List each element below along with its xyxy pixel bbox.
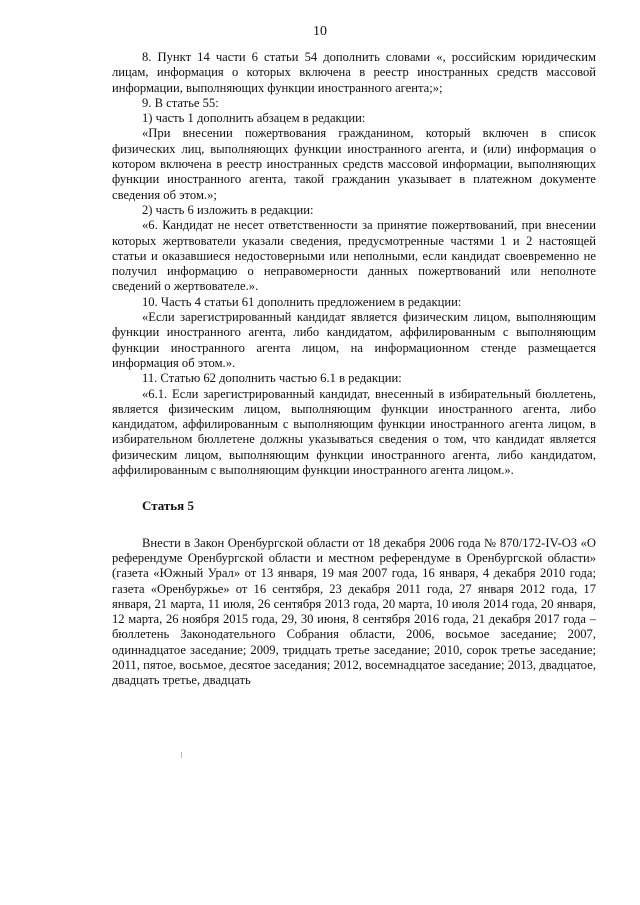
paragraph-quote-donation: «При внесении пожертвования гражданином, который включен в список физических лиц, выполняющих функции иностранного агента, и (или) информация о котором включена в реестр иностранных средств массовой информации, выполняющих функции иностранного агента, такой гражданин указывает в платежном документе сведения об этом.»;	[112, 126, 596, 202]
paragraph-quote-part-6: «6. Кандидат не несет ответственности за принятие пожертвований, при внесении которых жертвователи указали сведения, предусмотренные частями 1 и 2 настоящей статьи и оказавшиеся недостоверными или неполными, если кандидат своевременно не получил информацию о неправомерности данных пожертвований или неполноте сведений о жертвователе.».	[112, 218, 596, 294]
paragraph-item-9: 9. В статье 55:	[142, 95, 219, 110]
paragraph-quote-stand: «Если зарегистрированный кандидат является физическим лицом, выполняющим функции иностранного агента, либо кандидатом, аффилированным с выполняющим функции иностранного агента лицом, на информационном стенде размещается информация об этом.».	[112, 310, 596, 370]
paragraph-item-10: 10. Часть 4 статьи 61 дополнить предложением в редакции:	[142, 294, 462, 309]
paragraph-item-11: 11. Статью 62 дополнить частью 6.1 в редакции:	[142, 371, 402, 386]
paragraph-article-5: Внести в Закон Оренбургской области от 18 декабря 2006 года № 870/172-IV-ОЗ «О референдуме Оренбургской области и местном референдуме в Оренбургской области» (газета «Южный Урал» от 13 января, 19 мая 2007 года, 16 января, 4 декабря 2010 года; газета «Оренбуржье» от 16 сентября, 23 декабря 2011 года, 27 января 2012 года, 17 января, 21 марта, 11 июля, 26 сентября 2013 года, 20 марта, 10 июля 2014 года, 20 января, 12 марта, 26 ноября 2015 года, 29, 30 июня, 8 сентября 2016 года, 21 декабря 2017 года – бюллетень Законодательного Собрания области, 2006, восьмое заседание; 2007, одиннадцатое заседание; 2009, тридцать третье заседание; 2010, сорок третье заседание; 2011, пятое, восьмое, десятое заседания; 2012, восемнадцатое заседание; 2013, двадцатое, двадцать третье, двадцать	[112, 535, 596, 688]
scan-mark	[181, 752, 182, 758]
paragraph-quote-part-6-1: «6.1. Если зарегистрированный кандидат, внесенный в избирательный бюллетень, является физическим лицом, выполняющим функции иностранного агента, либо кандидатом, аффилированным с выполняющим функции иностранного агента лицом, в избирательном бюллетене должны указываться сведения о том, что кандидат является физическим лицом, выполняющим функции иностранного агента, либо кандидатом, аффилированным с выполняющим функции иностранного агента лицом.».	[112, 386, 596, 478]
paragraph-subitem-2: 2) часть 6 изложить в редакции:	[142, 202, 314, 217]
paragraph-subitem-1: 1) часть 1 дополнить абзацем в редакции:	[142, 111, 366, 126]
article-heading: Статья 5	[142, 498, 194, 514]
paragraph-item-8: 8. Пункт 14 части 6 статьи 54 дополнить словами «, российским юридическим лицам, информация о которых включена в реестр иностранных средств массовой информации, выполняющих функции иностранного агента;»;	[112, 50, 596, 95]
document-body	[112, 50, 596, 689]
page-number: 10	[313, 24, 327, 39]
